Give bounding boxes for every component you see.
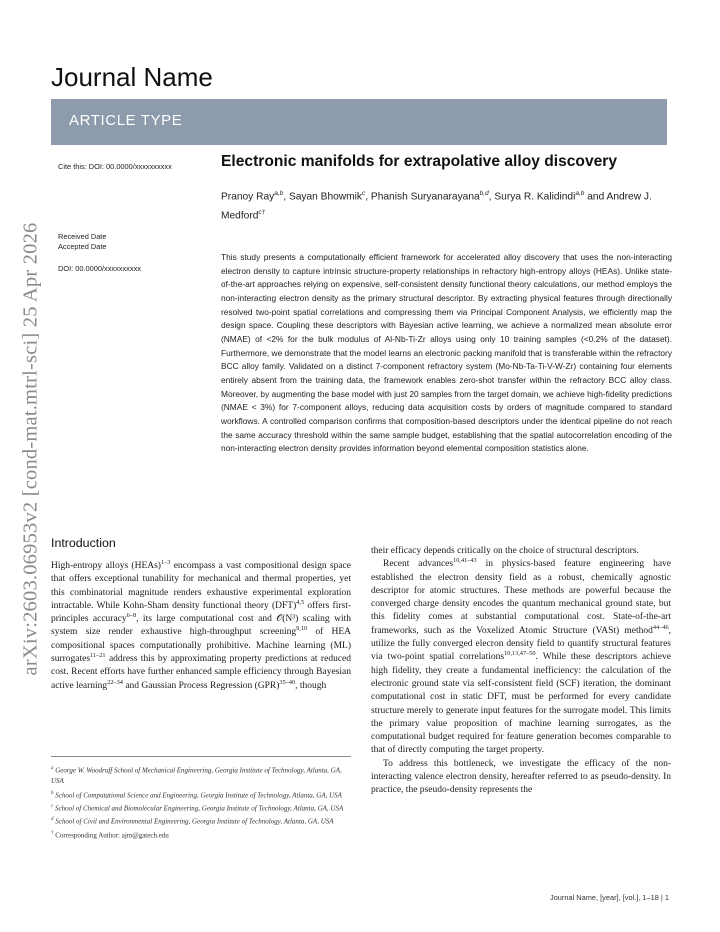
abstract: This study presents a computationally efficient framework for accelerated alloy discovery that uses the non-interacting electron density to capture intrinsic structure-property relationships in refractory high-entropy alloys (HEAs). Unlike state-of-the-art approaches relying on expensive, self-consistent density functional theory calculations, our method employs the non-interacting electron density as the primary structural descriptor. By extracting physical features through directionally resolved two-point spatial correlations and compressing them via Principal Component Analysis, we efficiently map the design space. Coupling these descriptors with Bayesian active learning, we achieve a normalized mean absolute error (NMAE) of <2% for the bulk modulus of Al-Nb-Ti-Zr alloys using only 10 training samples (<0.2% of the dataset). Furthermore, we demonstrate that the model learns an electronic packing manifold that is transferable within the refractory BCC alloy family. Validated on a distinct 7-component refractory system (Mo-Nb-Ta-Ti-V-W-Zr) containing four elements entirely absent from the training data, the framework enables zero-shot transfer within the refractory BCC alloy class. Moreover, by augmenting the base model with just 20 samples from the target domain, we achieve high-fidelity predictions (NMAE < 3%) for 7-component alloys, reducing data acquisition costs by orders of magnitude compared to standard workflows. A controlled comparison confirms that composition-based descriptors under the identical pipeline do not reach the same accuracy threshold within the same sample budget, establishing that the spatial autocorrelation encoding of the non-interacting electron density provides information beyond elemental composition statistics alone. — [221, 252, 672, 454]
page-footer: Journal Name, [year], [vol.], 1–18 | 1 — [550, 893, 669, 902]
author-name: Surya R. Kalidindi — [494, 191, 576, 203]
received-date: Received Date — [58, 232, 107, 241]
author-name: Phanish Suryanarayana — [370, 191, 480, 203]
footnote-mark: b — [51, 790, 54, 796]
body-text-right-column — [371, 545, 671, 798]
footnote-divider — [51, 756, 351, 757]
affiliation-footnote: $^a$ George W. Woodruff School of Mechanical Engineering, Georgia Institute of Technology, Atlanta, GA, USA — [51, 766, 342, 786]
cite-doi: Cite this: DOI: 00.0000/xxxxxxxxxx — [58, 162, 172, 171]
author-name: Pranoy Ray — [221, 191, 275, 203]
affiliation-mark: c† — [258, 209, 266, 217]
affiliation-footnote: $^d$ School of Civil and Environmental Engineering, Georgia Institute of Technology, Atlanta, GA, USA — [51, 817, 334, 826]
author-name: Andrew J. Medford — [221, 191, 652, 222]
citation-ref: 10,13,47–50 — [504, 650, 536, 658]
affiliation-footnote: $^c$ School of Chemical and Biomolecular Engineering, Georgia Institute of Technology, Atlanta, GA, USA — [51, 803, 344, 813]
footnote-mark: † — [51, 830, 54, 836]
author-list: Pranoy Ray$^{a,b}$, Sayan Bhowmik$^c$, Phanish Suryanarayana$^{b,d}$, Surya R. Kalidindi$^{a,b}$ and Andrew J. Medford$^{c\dagger}$ — [221, 190, 652, 222]
citation-ref: 6–8 — [126, 612, 137, 620]
footnote-mark: c — [51, 803, 54, 809]
doi: DOI: 00.0000/xxxxxxxxxx — [58, 264, 141, 273]
body-text-left-column — [51, 560, 351, 693]
article-type-banner — [51, 99, 667, 145]
author-name: Sayan Bhowmik — [288, 191, 362, 203]
affiliation-mark: c — [362, 190, 366, 197]
citation-ref: 11–21 — [90, 651, 106, 659]
footnote-mark: d — [51, 817, 54, 823]
arxiv-identifier: arXiv:2603.06953v2 [cond-mat.mtrl-sci] 25 Apr 2026 — [19, 222, 42, 676]
article-type-label: ARTICLE TYPE — [69, 112, 183, 129]
footnote-mark: a — [51, 766, 54, 771]
journal-name: Journal Name — [51, 62, 213, 92]
affiliation-mark: a,b — [575, 190, 585, 197]
section-heading-introduction: Introduction — [51, 536, 116, 550]
affiliation-footnotes — [51, 763, 351, 841]
affiliation-footnote: † Corresponding Author: ajm@gatech.edu — [51, 830, 169, 840]
paragraph: their efficacy depends critically on the choice of structural descriptors. — [371, 546, 639, 556]
paragraph: To address this bottleneck, we investigate the efficacy of the non-interacting valence electron density, hereafter referred to as pseudo-density. In practice, the pseudo-density represents the — [371, 758, 671, 796]
citation-ref: 10,41–43 — [453, 557, 477, 565]
accepted-date: Accepted Date — [58, 242, 107, 251]
citation-ref: 9,10 — [296, 625, 308, 633]
citation-ref: 1–3 — [160, 558, 171, 566]
paper-title: Electronic manifolds for extrapolative alloy discovery — [221, 153, 618, 170]
affiliation-mark: b,d — [479, 190, 489, 197]
citation-ref: 44–46 — [652, 623, 669, 631]
citation-ref: 22–34 — [107, 678, 123, 686]
citation-ref: 35–40 — [279, 678, 296, 686]
citation-ref: 4,5 — [296, 598, 305, 606]
paragraph: Recent advances$^{10,41-43}$ in physics-based feature engineering have established the electron density field as a robust, chemically agnostic descriptor for atomic structures. These methods are powerful because the converged charge density encodes the quantum mechanical ground state, but this fidelity comes at substantial computational cost. State-of-the-art frameworks, such as the Voxelized Atomic Structure (VASt) method$^{44-46}$, utilize the fully converged elecron density field to quantify structural features via two-point spatial correlations$^{10,13,47-50}$. While these descriptors achieve high fidelity, they create a fundamental inefficiency: the calculation of the electronic ground state via self-consistent field (SCF) iteration, the dominant computational cost in static DFT, must be performed for every candidate structure merely to generate input features for the surrogate model. This limits the primary value proposition of machine learning surrogates, as the computational budget required for feature generation becomes comparable to that of directly computing the target property. — [371, 557, 671, 756]
affiliation-mark: a,b — [274, 190, 284, 197]
affiliation-footnote: $^b$ School of Computational Science and Engineering, Georgia Institute of Technology, Atlanta, GA, USA — [51, 790, 342, 799]
paragraph: High-entropy alloys (HEAs)$^{1-3}$ encompass a vast compositional design space that offers exceptional tunability for mechanical and thermal properties, yet this combinatorial magnitude renders exhaustive experimental exploration intractable. While Kohn-Sham density functional theory (DFT)$^{4,5}$ offers first-principles accuracy$^{6-8}$, its large computational cost and 𝒪(N³) scaling with system size render exhaustive high-throughput screening$^{9,10}$ of HEA compositional spaces computationally prohibitive. Machine learning (ML) surrogates$^{11-21}$ address this by approximating property predictions at reduced cost. Recent efforts have further enhanced sample efficiency through Bayesian active learning$^{22-34}$ and Gaussian Process Regression (GPR)$^{35-40}$, though — [51, 558, 351, 691]
